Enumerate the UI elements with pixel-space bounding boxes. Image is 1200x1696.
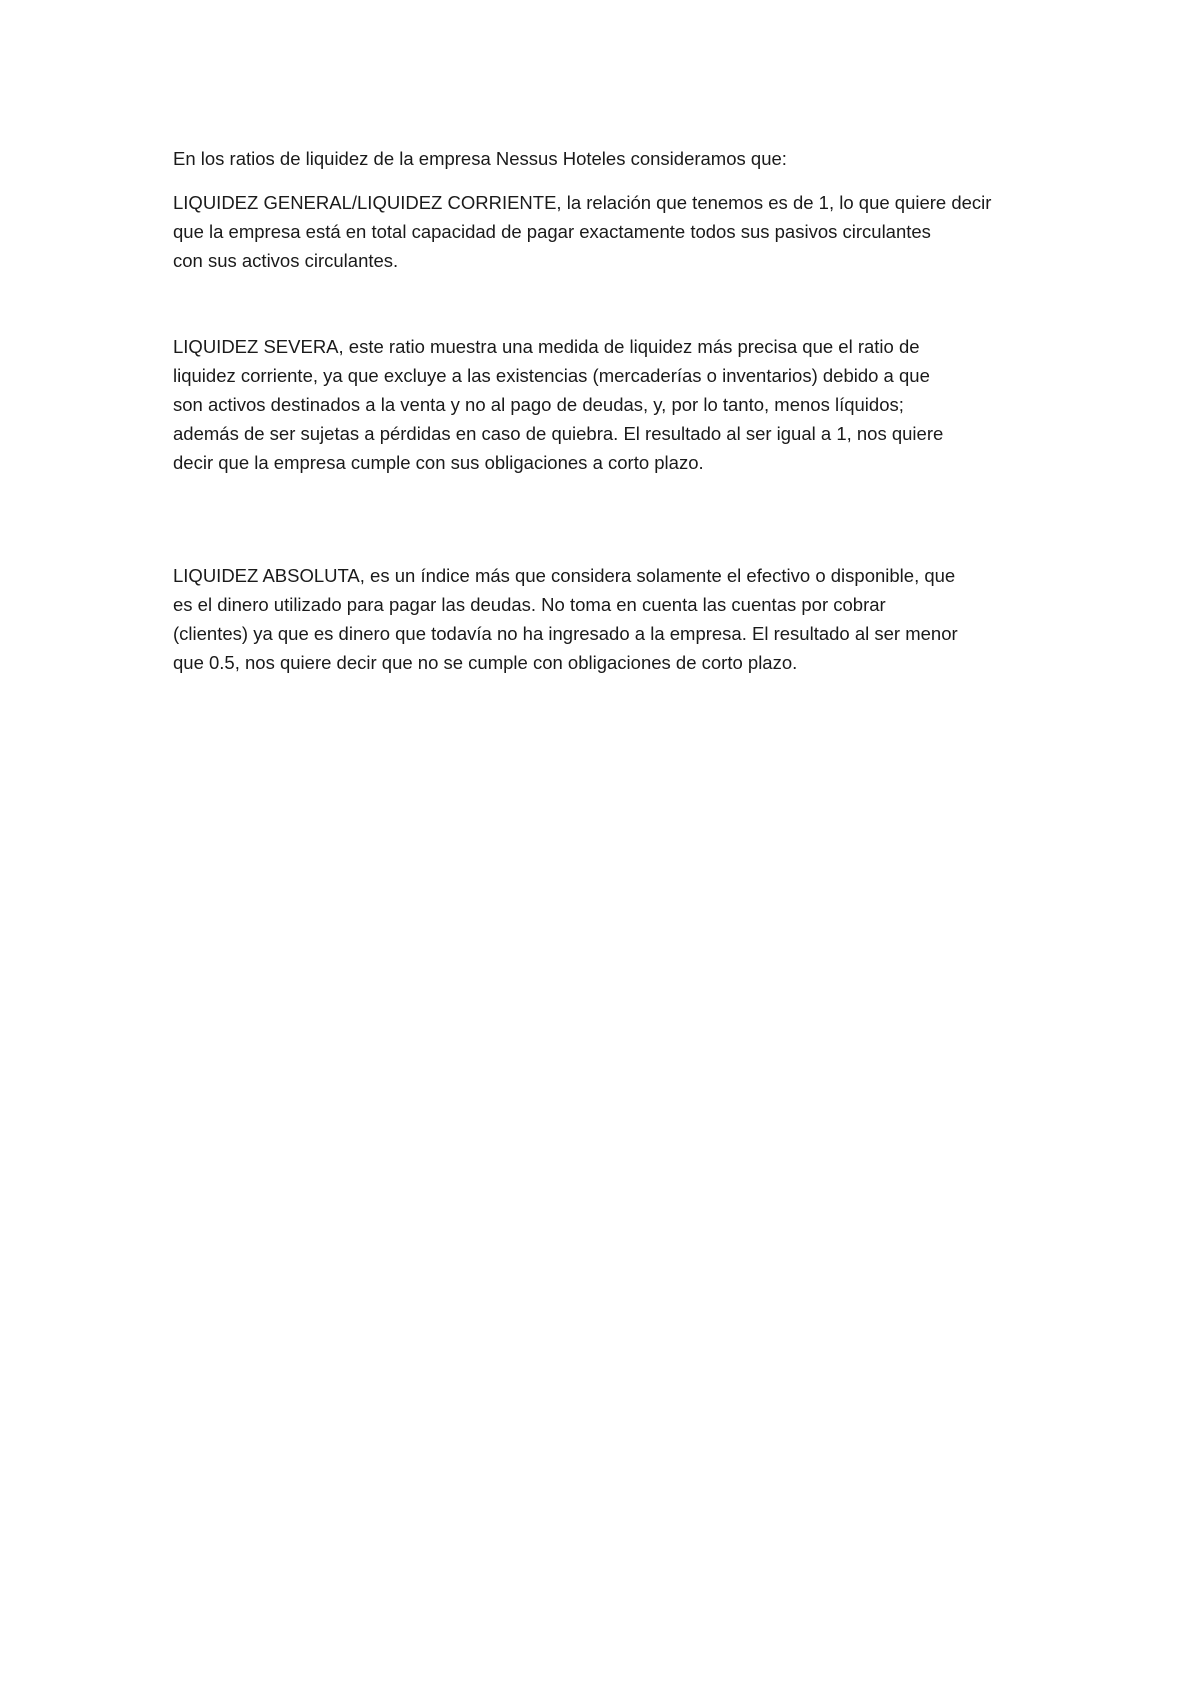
- paragraph-line: LIQUIDEZ SEVERA, este ratio muestra una medida de liquidez más precisa que el ratio de: [173, 336, 920, 357]
- paragraph-spacer: [173, 275, 1043, 332]
- paragraph-liquidez-severa: [173, 332, 1043, 477]
- paragraph-line: que 0.5, nos quiere decir que no se cumple con obligaciones de corto plazo.: [173, 652, 798, 673]
- paragraph-line: son activos destinados a la venta y no al pago de deudas, y, por lo tanto, menos líquidos;: [173, 394, 904, 415]
- intro-paragraph: En los ratios de liquidez de la empresa Nessus Hoteles consideramos que:: [173, 148, 787, 169]
- document-body: [173, 144, 1043, 677]
- paragraph-line: con sus activos circulantes.: [173, 250, 399, 271]
- paragraph-line: además de ser sujetas a pérdidas en caso de quiebra. El resultado al ser igual a 1, nos quiere: [173, 423, 944, 444]
- paragraph-line: LIQUIDEZ GENERAL/LIQUIDEZ CORRIENTE, la relación que tenemos es de 1, lo que quiere decir: [173, 192, 992, 213]
- paragraph-line: liquidez corriente, ya que excluye a las existencias (mercaderías o inventarios) debido a que: [173, 365, 930, 386]
- paragraph-line: decir que la empresa cumple con sus obligaciones a corto plazo.: [173, 452, 704, 473]
- paragraph-line: que la empresa está en total capacidad de pagar exactamente todos sus pasivos circulantes: [173, 221, 931, 242]
- paragraph-spacer: [173, 477, 1043, 561]
- paragraph-line: LIQUIDEZ ABSOLUTA, es un índice más que considera solamente el efectivo o disponible, que: [173, 565, 956, 586]
- paragraph-liquidez-absoluta: [173, 561, 1043, 677]
- paragraph-line: es el dinero utilizado para pagar las deudas. No toma en cuenta las cuentas por cobrar: [173, 594, 886, 615]
- paragraph-liquidez-general: [173, 188, 1043, 275]
- paragraph-line: (clientes) ya que es dinero que todavía no ha ingresado a la empresa. El resultado al ser menor: [173, 623, 958, 644]
